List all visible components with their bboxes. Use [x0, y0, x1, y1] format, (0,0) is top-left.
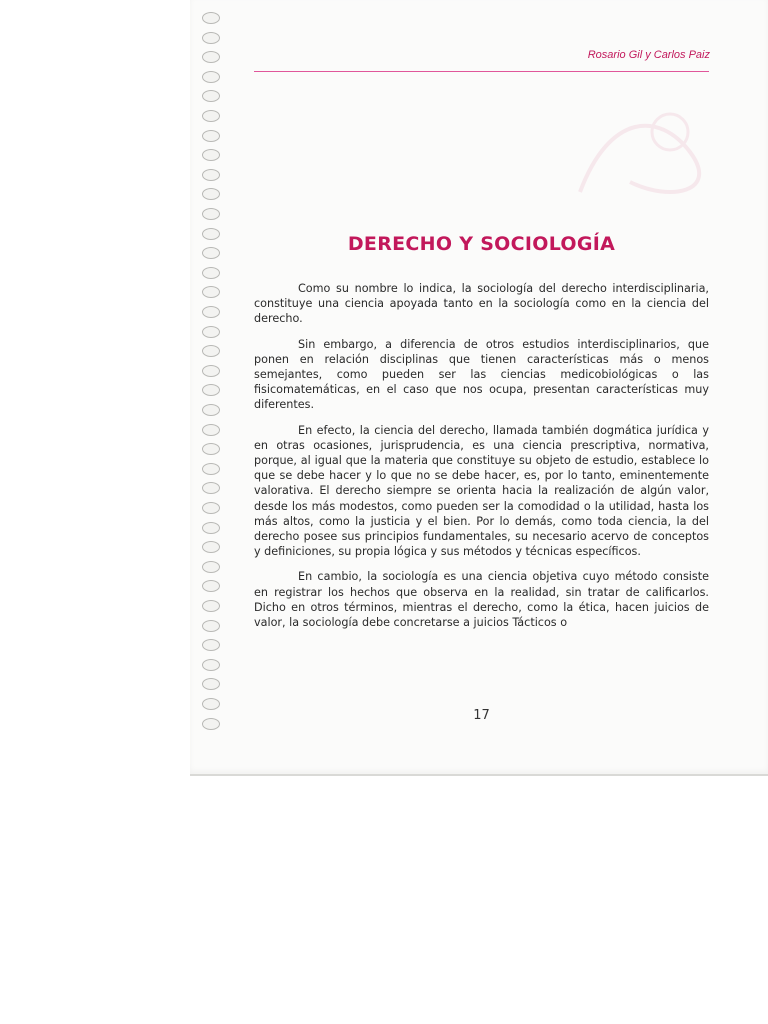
spiral-ring	[202, 678, 220, 690]
spiral-ring	[202, 698, 220, 710]
spiral-ring	[202, 267, 220, 279]
header-rule	[254, 71, 709, 72]
spiral-ring	[202, 169, 220, 181]
spiral-ring	[202, 365, 220, 377]
body-text	[254, 281, 709, 640]
spiral-ring	[202, 71, 220, 83]
spiral-ring	[202, 580, 220, 592]
paragraph-2: Sin embargo, a diferencia de otros estudios interdisciplinarios, que ponen en relación disciplinas que tienen características más o menos semejantes, como pueden ser las ciencias medicobiológicas o las fisicomatemáticas, en el caso que nos ocupa, presentan características muy diferentes.	[254, 337, 709, 412]
spiral-binding	[200, 12, 224, 752]
spiral-ring	[202, 522, 220, 534]
spiral-ring	[202, 110, 220, 122]
spiral-ring	[202, 345, 220, 357]
spiral-ring	[202, 188, 220, 200]
spiral-ring	[202, 502, 220, 514]
paragraph-4: En cambio, la sociología es una ciencia objetiva cuyo método consiste en registrar los hechos que observa en la realidad, sin tratar de calificarlos. Dicho en otros términos, mientras el derecho, como la ética, hacen juicios de valor, la sociología debe concretarse a juicios Tácticos o	[254, 570, 709, 630]
spiral-ring	[202, 286, 220, 298]
spiral-ring	[202, 247, 220, 259]
spiral-ring	[202, 306, 220, 318]
spiral-ring	[202, 32, 220, 44]
spiral-ring	[202, 424, 220, 436]
running-header-author: Rosario Gil y Carlos Paiz	[587, 49, 710, 61]
spiral-ring	[202, 482, 220, 494]
watermark-ornament	[560, 92, 710, 212]
spiral-ring	[202, 130, 220, 142]
paragraph-3: En efecto, la ciencia del derecho, llamada también dogmática jurídica y en otras ocasiones, jurisprudencia, es una ciencia prescriptiva, normativa, porque, al igual que la materia que constituye su objeto de estudio, establece lo que se debe hacer y lo que no se debe hacer, es, por lo tanto, eminentemente valorativa. El derecho siempre se orienta hacia la realización de algún valor, desde los más modestos, como pueden ser la comodidad o la utilidad, hasta los más altos, como la justicia y el bien. Por lo demás, como toda ciencia, la del derecho posee sus principios fundamentales, su necesario acervo de conceptos y definiciones, su propia lógica y sus métodos y técnicas específicos.	[254, 423, 709, 559]
paragraph-1: Como su nombre lo indica, la sociología del derecho interdisciplinaria, constituye una ciencia apoyada tanto en la sociología como en la ciencia del derecho.	[254, 282, 709, 326]
spiral-ring	[202, 463, 220, 475]
spiral-ring	[202, 228, 220, 240]
spiral-ring	[202, 561, 220, 573]
spiral-ring	[202, 12, 220, 24]
spiral-ring	[202, 404, 220, 416]
spiral-ring	[202, 208, 220, 220]
spiral-ring	[202, 149, 220, 161]
chapter-title: DERECHO Y SOCIOLOGÍA	[347, 233, 616, 255]
spiral-ring	[202, 51, 220, 63]
spiral-ring	[202, 620, 220, 632]
spiral-ring	[202, 639, 220, 651]
spiral-ring	[202, 718, 220, 730]
spiral-ring	[202, 541, 220, 553]
spiral-ring	[202, 384, 220, 396]
spiral-ring	[202, 90, 220, 102]
spiral-ring	[202, 600, 220, 612]
spiral-ring	[202, 326, 220, 338]
spiral-ring	[202, 443, 220, 455]
spiral-ring	[202, 659, 220, 671]
page-number: 17	[473, 708, 490, 723]
